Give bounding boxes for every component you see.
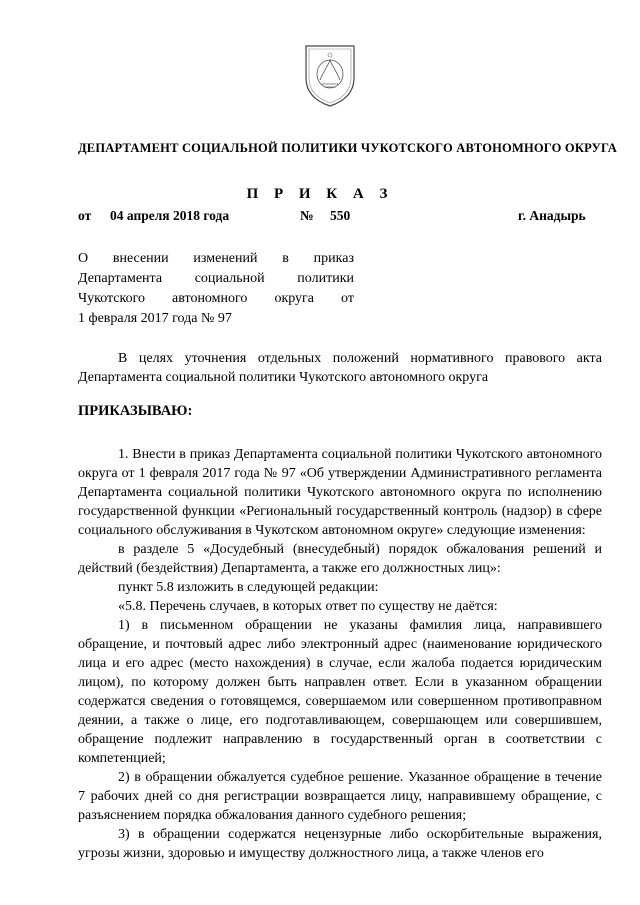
paragraph-clause-5-8: пункт 5.8 изложить в следующей редакции: xyxy=(118,580,379,595)
paragraph-section-5: в разделе 5 «Досудебный (внесудебный) порядок обжалования решений и действий (бездействия) Департамента, а также его должностных лиц»: xyxy=(78,542,602,576)
subject-line: 1 февраля 2017 года № 97 xyxy=(78,311,232,326)
preamble-block xyxy=(78,349,602,387)
subject-line: Департамента социальной политики xyxy=(78,271,354,286)
coat-of-arms-emblem-icon xyxy=(300,40,360,110)
order-body xyxy=(78,445,602,863)
document-type-title: П Р И К А З xyxy=(246,186,394,202)
paragraph-item-1: 1. Внести в приказ Департамента социальной политики Чукотского автономного округа от 1 февраля 2017 года № 97 «Об утверждении Административного регламента Департамента социальной политики Чукотского автономного округа по исполнению государственной функции «Региональный государственный контроль (надзор) в сфере социального обслуживания в Чукотском автономном округе» следующие изменения: xyxy=(78,447,602,538)
preamble-paragraph: В целях уточнения отдельных положений нормативного правового акта Департамента социальной политики Чукотского автономного округа xyxy=(78,351,602,385)
orders-heading: ПРИКАЗЫВАЮ: xyxy=(78,403,193,419)
paragraph-case-3: 3) в обращении содержатся нецензурные либо оскорбительные выражения, угрозы жизни, здоровью и имуществу должностного лица, а также членов его xyxy=(78,827,602,861)
order-date: 04 апреля 2018 года xyxy=(110,208,230,223)
number-sign: № xyxy=(300,208,314,223)
subject-line: Чукотского автономного округа от xyxy=(78,291,354,306)
paragraph-case-1: 1) в письменном обращении не указаны фамилия лица, направившего обращение, и почтовый адрес либо электронный адрес (наименование юридического лица и его адрес (место нахождения) в случае, если жалоба подается юридическим лицом), по которому должен быть направлен ответ. Если в указанном обращении содержатся сведения о готовящемся, совершаемом или совершенном противоправном деянии, а также о лице, его подготавливающем, совершающем или совершившем, обращение подлежит направлению в государственный орган в соответствии с компетенцией; xyxy=(78,618,602,766)
paragraph-case-2: 2) в обращении обжалуется судебное решение. Указанное обращение в течение 7 рабочих дней со дня регистрации возвращается лицу, направившему обращение, с разъяснением порядка обжалования данного судебного решения; xyxy=(78,770,602,823)
subject-line: О внесении изменений в приказ xyxy=(78,251,354,266)
date-from-label: от xyxy=(78,208,92,223)
department-name: ДЕПАРТАМЕНТ СОЦИАЛЬНОЙ ПОЛИТИКИ ЧУКОТСКОГО АВТОНОМНОГО ОКРУГА xyxy=(78,141,617,155)
city-name: г. Анадырь xyxy=(518,208,586,223)
paragraph-quote-start: «5.8. Перечень случаев, в которых ответ по существу не даётся: xyxy=(118,599,498,614)
order-number: 550 xyxy=(330,208,351,223)
order-subject xyxy=(78,249,354,329)
